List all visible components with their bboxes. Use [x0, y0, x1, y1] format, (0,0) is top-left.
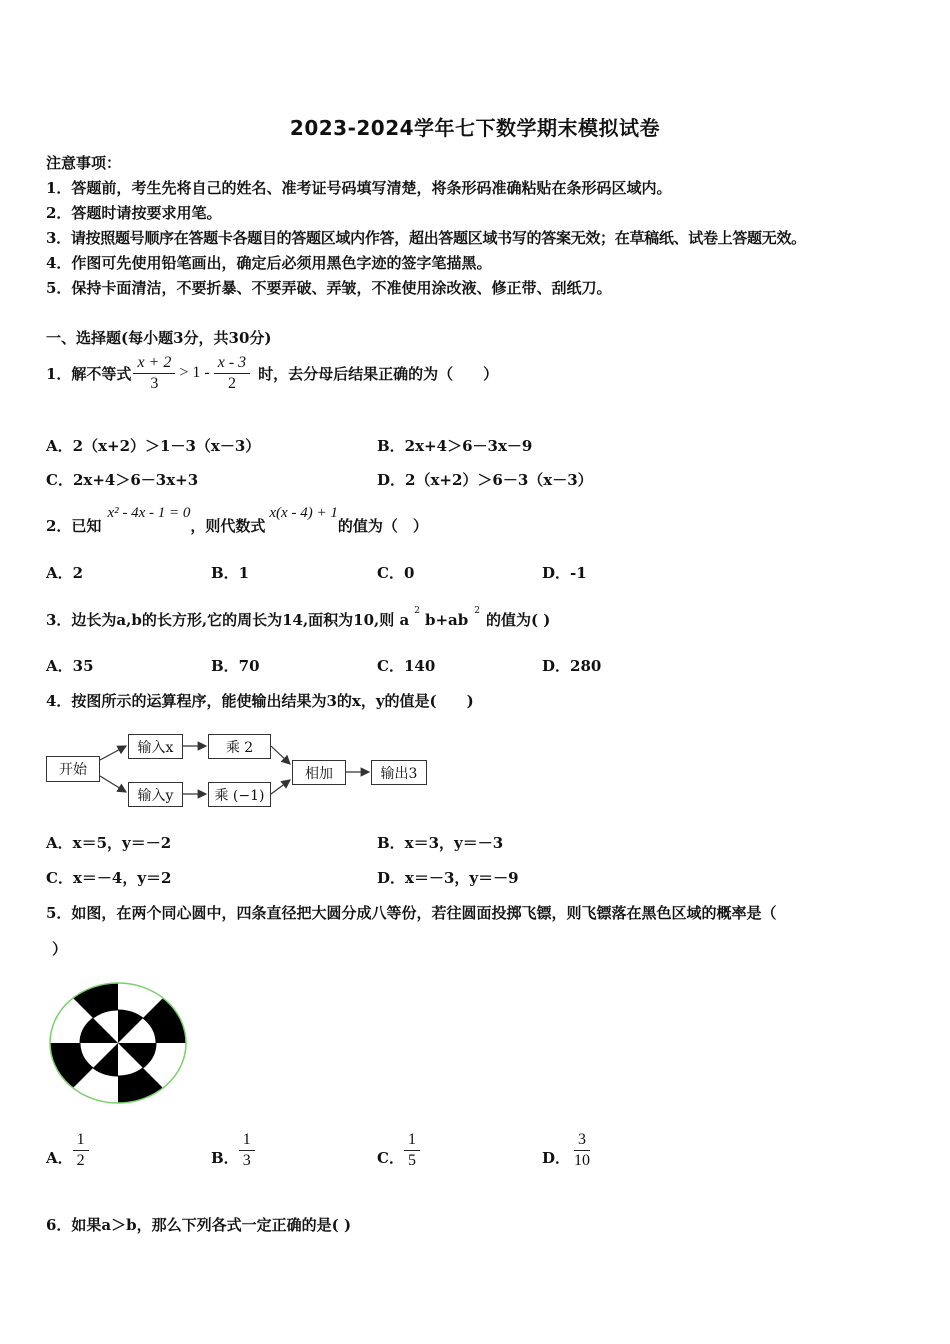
q3-text-2: b+ab	[424, 611, 469, 629]
q3-option-a[interactable]: A．35	[46, 657, 94, 675]
q4-option-a[interactable]: A．x＝5，y＝－2	[46, 834, 172, 852]
notice-item-5: 5．保持卡面清洁，不要折暴、不要弄破、弄皱，不准使用涂改液、修正带、刮纸刀。	[46, 279, 612, 297]
question-6: 6．如果a＞b，那么下列各式一定正确的是( )	[46, 1216, 352, 1234]
q5-option-c-fraction	[404, 1130, 420, 1171]
q1-prefix: 1．解不等式	[46, 364, 132, 383]
q5-option-b-label: B．	[211, 1149, 239, 1167]
q1-frac2-den: 2	[227, 374, 236, 392]
q1-option-b[interactable]: B．2x+4＞6－3x－9	[377, 437, 533, 455]
q5-a-num: 1	[73, 1130, 89, 1151]
question-5-cont: ）	[52, 940, 68, 958]
flow-start: 开始	[46, 756, 100, 782]
q5-option-d-fraction	[570, 1130, 594, 1171]
q5-c-num: 1	[404, 1130, 420, 1151]
q1-frac2-num: x - 3	[214, 353, 250, 374]
q5-d-num: 3	[574, 1130, 590, 1151]
question-2	[46, 505, 428, 535]
page-title: 2023-2024学年七下数学期末模拟试卷	[289, 116, 661, 140]
question-4: 4．按图所示的运算程序，能使输出结果为3的x，y的值是( )	[46, 692, 474, 710]
q1-fraction-left	[133, 353, 175, 394]
q1-suffix: 时，去分母后结果正确的为（ ）	[258, 364, 499, 383]
q5-option-c-label: C．	[377, 1149, 404, 1167]
flow-multiply-neg1: 乘 (−1)	[208, 782, 271, 807]
notice-item-2: 2．答题时请按要求用笔。	[46, 204, 222, 222]
concentric-circles-figure	[46, 980, 190, 1106]
q5-option-a-label: A．	[46, 1149, 73, 1167]
q2-equation: x² - 4x - 1 = 0	[107, 505, 191, 521]
section-heading: 一、选择题(每小题3分，共30分)	[46, 329, 272, 347]
q2-middle: ，则代数式	[190, 517, 266, 535]
q5-b-num: 1	[239, 1130, 255, 1151]
notice-item-3: 3．请按照题号顺序在答题卡各题目的答题区域内作答，超出答题区域书写的答案无效；在草稿纸、试卷上答题无效。	[46, 229, 806, 247]
q1-fraction-right	[214, 353, 250, 394]
q5-option-c[interactable]	[377, 1130, 420, 1171]
q5-option-b[interactable]	[211, 1130, 255, 1171]
q2-option-a[interactable]: A．2	[46, 564, 84, 582]
q2-suffix: 的值为（ ）	[337, 517, 428, 535]
q5-option-d[interactable]	[542, 1130, 594, 1171]
q3-option-b[interactable]: B．70	[211, 657, 260, 675]
q5-b-den: 3	[242, 1152, 251, 1169]
q3-option-c[interactable]: C．140	[377, 657, 436, 675]
notice-item-4: 4．作图可先使用铅笔画出，确定后必须用黑色字迹的签字笔描黑。	[46, 254, 492, 272]
q2-option-d[interactable]: D．-1	[542, 564, 587, 582]
notice-heading: 注意事项：	[46, 154, 122, 172]
question-5: 5．如图，在两个同心圆中，四条直径把大圆分成八等份，若往圆面投掷飞镖，则飞镖落在黑色区域的概率是（	[46, 904, 777, 922]
question-3	[46, 606, 551, 630]
q3-sup-2: 2	[474, 606, 480, 616]
q3-text-3: 的值为( )	[485, 611, 551, 629]
q1-frac1-den: 3	[150, 374, 159, 392]
q5-d-den: 10	[574, 1152, 591, 1169]
q1-option-d[interactable]: D．2（x+2）＞6－3（x－3）	[377, 471, 593, 489]
flow-input-y: 输入y	[128, 782, 183, 807]
q1-option-a[interactable]: A．2（x+2）＞1－3（x－3）	[46, 437, 261, 455]
q3-sup-1: 2	[414, 606, 420, 616]
q4-option-d[interactable]: D．x＝－3，y＝－9	[377, 869, 519, 887]
q5-option-b-fraction	[239, 1130, 255, 1171]
q2-expression: x(x - 4) + 1	[269, 505, 338, 521]
q1-frac1-num: x + 2	[133, 353, 175, 374]
q5-option-a[interactable]	[46, 1130, 89, 1171]
q5-option-d-label: D．	[542, 1149, 571, 1167]
q4-option-b[interactable]: B．x＝3，y＝－3	[377, 834, 504, 852]
q5-a-den: 2	[76, 1152, 85, 1169]
flow-output: 输出3	[371, 760, 427, 785]
q3-text-1: 3．边长为a,b的长方形,它的周长为14,面积为10,则 a	[46, 611, 410, 629]
q5-option-a-fraction	[73, 1130, 89, 1171]
flow-multiply-2: 乘 2	[208, 734, 271, 759]
q3-option-d[interactable]: D．280	[542, 657, 602, 675]
q2-prefix: 2．已知	[46, 517, 102, 535]
notice-item-1: 1．答题前，考生先将自己的姓名、准考证号码填写清楚，将条形码准确粘贴在条形码区域内。	[46, 179, 672, 197]
q2-option-b[interactable]: B．1	[211, 564, 250, 582]
q2-option-c[interactable]: C．0	[377, 564, 415, 582]
q1-middle: > 1 -	[179, 364, 210, 381]
flow-input-x: 输入x	[128, 734, 183, 759]
q4-option-c[interactable]: C．x＝－4，y＝2	[46, 869, 172, 887]
question-1	[46, 350, 498, 396]
q1-option-c[interactable]: C．2x+4＞6－3x+3	[46, 471, 199, 489]
q5-c-den: 5	[407, 1152, 416, 1169]
flow-add: 相加	[292, 760, 346, 785]
